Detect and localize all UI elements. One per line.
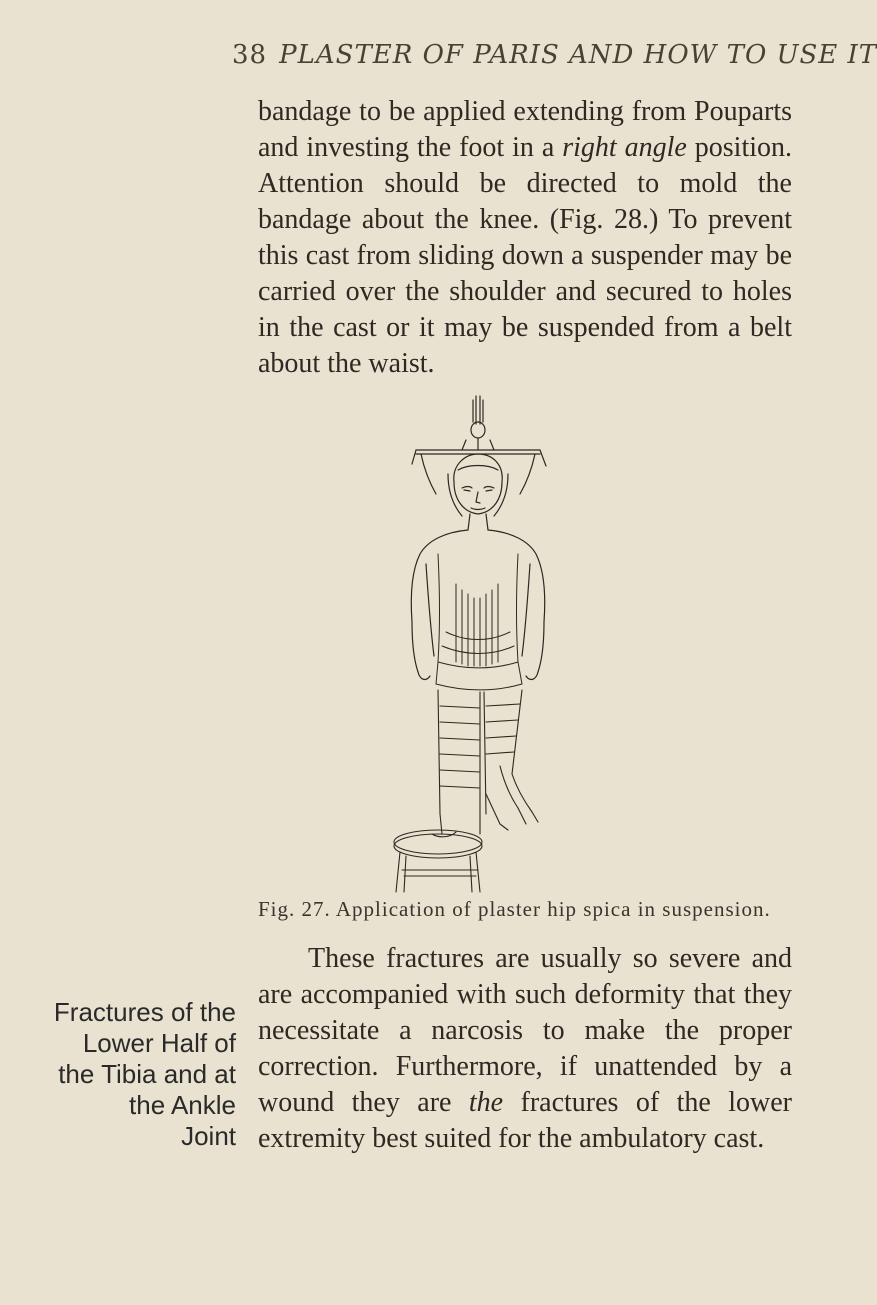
page-number: 38	[232, 40, 268, 70]
paragraph-1-text-b: position. Attention should be directed to mold the bandage about the knee. (Fig. 28.) To prevent this cast from sliding down a suspender may be carried over the shoulder and secured to holes in the cast or it may be suspended from a belt about the waist.	[258, 132, 793, 379]
marginal-heading-line: Fractures of the	[53, 997, 236, 1027]
hip-spica-suspension-illustration	[376, 394, 566, 894]
marginal-heading-line: Lower Half of	[82, 1028, 236, 1058]
figure-caption: Fig. 27. Application of plaster hip spica in suspension.	[258, 897, 771, 921]
patient-head	[448, 454, 508, 530]
marginal-heading	[0, 997, 236, 1152]
paragraph-1-text-a: bandage to be applied extending from Pouparts and investing the foot in a	[258, 96, 792, 163]
patient-torso-arms	[411, 530, 544, 679]
marginal-heading-line: the Ankle	[129, 1090, 236, 1120]
paragraph-2-text-b: fractures of the lower extremity best suited for the ambulatory cast.	[258, 1087, 792, 1154]
marginal-heading-line: the Tibia and at	[58, 1059, 236, 1089]
suspension-frame	[412, 396, 546, 494]
body-paragraph-2	[258, 941, 792, 1157]
paragraph-1-emphasis: right angle	[562, 132, 687, 163]
running-header	[232, 40, 877, 70]
plaster-spica-cast	[436, 554, 522, 690]
patient-legs	[438, 690, 538, 830]
body-paragraph-1	[258, 94, 792, 382]
paragraph-2-text-a: These fractures are usually so severe and are accompanied with such deformity that they necessitate a narcosis to make the proper correction. Furthermore, if unattended by a wound they are	[258, 943, 792, 1118]
paragraph-2-emphasis: the	[468, 1087, 504, 1118]
marginal-heading-line: Joint	[181, 1121, 236, 1151]
stool	[394, 814, 482, 892]
running-title: PLASTER OF PARIS AND HOW TO USE IT	[279, 40, 877, 70]
